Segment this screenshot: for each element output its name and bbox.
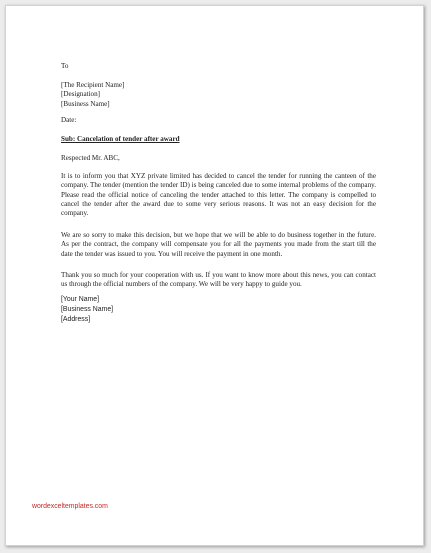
to-label: To <box>61 62 69 70</box>
signature-block <box>61 295 113 326</box>
salutation: Respected Mr. ABC, <box>61 154 120 162</box>
recipient-block <box>61 81 124 109</box>
recipient-name: [The Recipient Name] <box>61 81 125 89</box>
sender-business-name: [Business Name] <box>61 306 114 314</box>
recipient-business-name: [Business Name] <box>61 99 110 108</box>
letter-page <box>5 5 424 546</box>
recipient-designation: [Designation] <box>61 90 101 99</box>
sender-address: [Address] <box>61 316 91 324</box>
subject-line: Sub: Cancelation of tender after award <box>61 135 180 143</box>
date-label: Date: <box>61 116 77 124</box>
footer-website-link[interactable]: wordexceltemplates.com <box>32 503 108 510</box>
body-paragraph-2: We are so sorry to make this decision, but we hope that we will be able to do business together in the future. As per the contract, the company will compensate you for all the payments you made from the start till the date the tender was issued to you. You will receive the payment in one month. <box>61 231 376 258</box>
body-paragraph-1: It is to inform you that XYZ private limited has decided to cancel the tender for running the canteen of the company. The tender (mention the tender ID) is being canceled due to some internal problems of the company. Please read the official notice of canceling the tender attached to this letter. The company is compelled to cancel the tender after the award due to some very serious reasons. It was not an easy decision for the company. <box>61 172 376 218</box>
sender-name: [Your Name] <box>61 296 100 303</box>
body-paragraph-3: Thank you so much for your cooperation with us. If you want to know more about this news, you can contact us through the official numbers of the company. We will be very happy to guide you. <box>61 271 376 289</box>
